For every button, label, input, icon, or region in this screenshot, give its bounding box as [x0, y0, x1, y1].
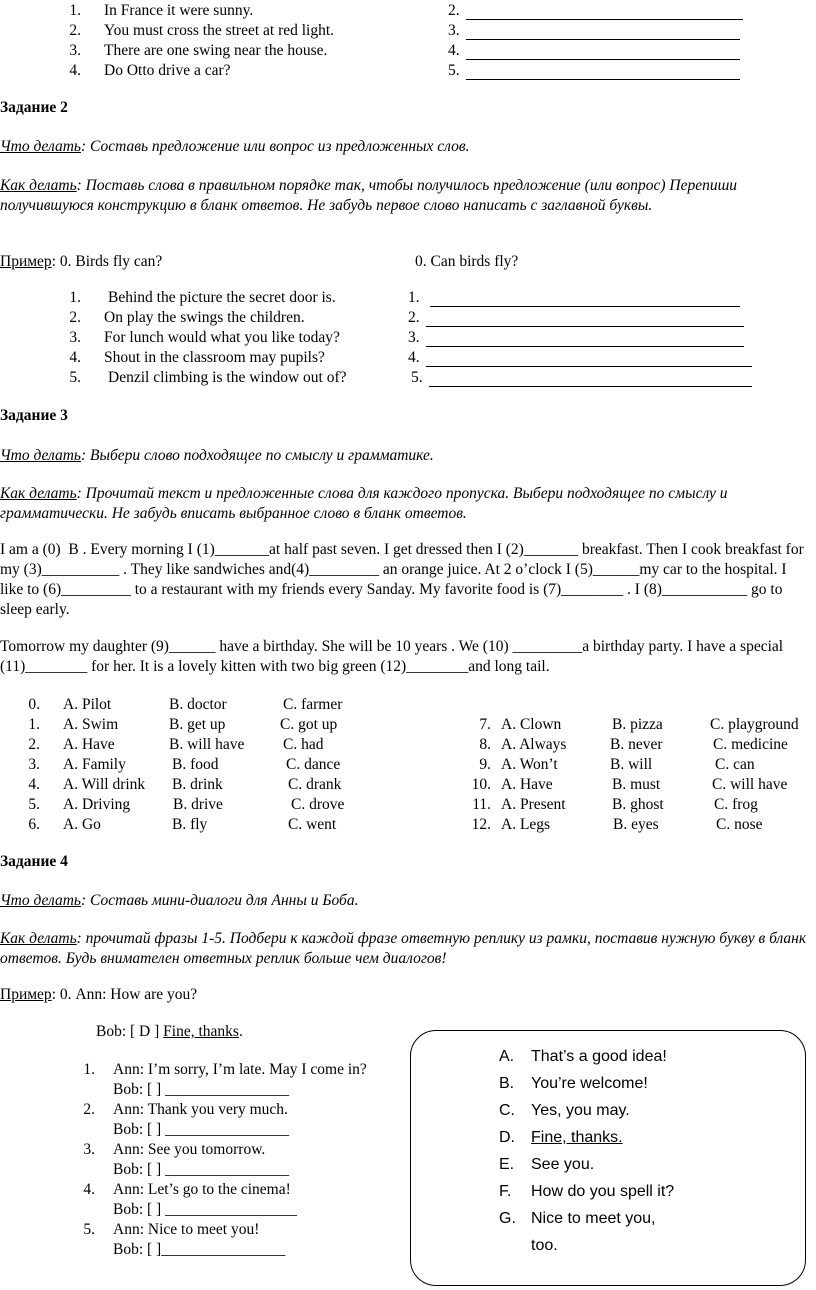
gap-text-1: I am a (0) B . Every morning I (1)_______at half past seven. I get dressed then I (2)_______ breakfast. Then I cook breakfast for my (3)__________ . They like sandwiches and(4)_________ an orange juice. At 2 o’clock I (5)______my car to the hospital. I like to (6)_________ to a restaurant with my friends every Sanday. My favorite food is (7)________ . I (8)___________ go to sleep early.: [0, 541, 804, 618]
bob-line[interactable]: Bob: [ ]________________: [113, 1241, 286, 1258]
option-c: C. drove: [291, 796, 345, 813]
option-number: 2.: [28, 736, 40, 753]
sentence: There are one swing near the house.: [104, 42, 328, 59]
task2-example: [0, 253, 162, 271]
answer-line[interactable]: [466, 39, 740, 40]
reply-letter: G.: [499, 1210, 516, 1227]
option-number: 7.: [479, 716, 491, 733]
option-c: C. had: [283, 736, 324, 753]
what-label: Что делать: [0, 892, 81, 909]
reply-letter: F.: [499, 1183, 512, 1200]
option-a: A. Swim: [63, 716, 119, 733]
list-number: 2.: [69, 309, 81, 326]
what-label: Что делать: [0, 138, 81, 155]
ann-line: Ann: See you tomorrow.: [113, 1141, 266, 1158]
bob-line[interactable]: Bob: [ ] _________________: [113, 1201, 297, 1218]
list-number: 3.: [69, 329, 81, 346]
how-text: : прочитай фразы 1-5. Подбери к каждой фразе ответную реплику из рамки, поставив нужную букву в бланк ответов. Будь внимателен ответных реплик больше чем диалогов!: [0, 930, 807, 967]
ann-line: Ann: Nice to meet you!: [113, 1221, 260, 1238]
option-a: A. Won’t: [501, 756, 558, 773]
gap-text-2: Tomorrow my daughter (9)______ have a birthday. She will be 10 years . We (10) _________a birthday party. I have a special (11)________ for her. It is a lovely kitten with two big green (12)________and long tail.: [0, 638, 784, 675]
how-label: Как делать: [0, 177, 77, 194]
option-b: B. must: [612, 776, 661, 793]
option-number: 3.: [28, 756, 40, 773]
option-number: 11.: [472, 796, 491, 813]
bob-line[interactable]: Bob: [ ] ________________: [113, 1081, 290, 1098]
option-a: A. Clown: [501, 716, 562, 733]
bob-line[interactable]: Bob: [ ] ________________: [113, 1161, 290, 1178]
option-b: B. drive: [173, 796, 223, 813]
list-number: 1.: [69, 289, 81, 306]
task2-what: [0, 137, 812, 157]
option-b: B. get up: [169, 716, 226, 733]
list-number: 4.: [69, 349, 81, 366]
answer-number: 4.: [448, 42, 460, 59]
option-c: C. farmer: [283, 696, 343, 713]
reply-text: How do you spell it?: [531, 1183, 675, 1200]
option-a: A. Will drink: [63, 776, 146, 793]
ann-line: Ann: Let’s go to the cinema!: [113, 1181, 291, 1198]
option-b: B. pizza: [612, 716, 663, 733]
option-c: C. drank: [288, 776, 342, 793]
reply-letter: D.: [499, 1129, 515, 1146]
answer-number: 5.: [411, 369, 423, 386]
option-b: B. will have: [169, 736, 245, 753]
option-number: 12.: [471, 816, 491, 833]
option-number: 10.: [471, 776, 491, 793]
task4-what: [0, 891, 812, 911]
task4-example: [0, 986, 197, 1004]
example-bob-end: .: [238, 1023, 243, 1040]
option-b: B. doctor: [169, 696, 227, 713]
answer-line[interactable]: [426, 326, 744, 327]
how-text: : Поставь слова в правильном порядке так, чтобы получилось предложение (или вопрос) Перепиши получившуюся конструкцию в бланк ответов. Не забудь первое слово написать с заглавной буквы.: [0, 177, 738, 214]
task4-how: [0, 929, 812, 969]
dialog-number: 4.: [83, 1181, 95, 1198]
example-bob: Bob: [ D ]: [96, 1023, 164, 1040]
reply-letter: B.: [499, 1075, 515, 1092]
sentence: Shout in the classroom may pupils?: [104, 349, 325, 366]
answer-line[interactable]: [466, 59, 740, 60]
example-text: : 0. Ann: How are you?: [51, 986, 198, 1003]
what-text: : Составь мини-диалоги для Анны и Боба.: [80, 892, 359, 909]
option-c: C. frog: [714, 796, 758, 813]
sentence: For lunch would what you like today?: [104, 329, 340, 346]
example-label: Пример: [0, 986, 52, 1003]
answer-line[interactable]: [430, 306, 740, 307]
reply-text: See you.: [531, 1156, 595, 1173]
task3-how: [0, 484, 812, 524]
example-text: : 0. Birds fly can?: [51, 253, 163, 270]
option-a: A. Go: [63, 816, 101, 833]
dialog-number: 3.: [83, 1141, 95, 1158]
answer-number: 2.: [408, 309, 420, 326]
reply-text: You’re welcome!: [531, 1075, 648, 1092]
sentence: On play the swings the children.: [104, 309, 305, 326]
list-number: 3.: [69, 42, 81, 59]
what-text: : Выбери слово подходящее по смыслу и грамматике.: [80, 447, 434, 464]
reply-text: too.: [531, 1237, 558, 1254]
sentence: Denzil climbing is the window out of?: [108, 369, 347, 386]
sentence: Behind the picture the secret door is.: [108, 289, 336, 306]
ann-line: Ann: Thank you very much.: [113, 1101, 288, 1118]
what-label: Что делать: [0, 447, 81, 464]
option-a: A. Family: [63, 756, 126, 773]
option-number: 6.: [28, 816, 40, 833]
example-bob-answer: Fine, thanks: [163, 1023, 239, 1040]
task3-what: [0, 446, 812, 466]
option-b: B. never: [610, 736, 663, 753]
answer-line[interactable]: [426, 366, 752, 367]
bob-line[interactable]: Bob: [ ] ________________: [113, 1121, 290, 1138]
option-b: B. eyes: [613, 816, 659, 833]
answer-number: 3.: [408, 329, 420, 346]
option-c: C. will have: [712, 776, 788, 793]
option-number: 1.: [28, 716, 40, 733]
reply-text: That’s a good idea!: [531, 1048, 667, 1065]
dialog-number: 2.: [83, 1101, 95, 1118]
option-a: A. Legs: [501, 816, 551, 833]
task3-title: Задание 3: [0, 407, 68, 424]
option-c: C. playground: [710, 716, 799, 733]
how-label: Как делать: [0, 930, 77, 947]
option-a: A. Pilot: [63, 696, 112, 713]
option-number: 5.: [28, 796, 40, 813]
option-number: 9.: [479, 756, 491, 773]
option-b: B. fly: [172, 816, 208, 833]
answer-number: 5.: [448, 62, 460, 79]
option-c: C. medicine: [713, 736, 788, 753]
list-number: 4.: [69, 62, 81, 79]
option-number: 4.: [28, 776, 40, 793]
option-c: C. dance: [286, 756, 341, 773]
answer-number: 4.: [408, 349, 420, 366]
reply-text: Fine, thanks.: [531, 1129, 623, 1146]
reply-letter: E.: [499, 1156, 515, 1173]
dialog-number: 5.: [83, 1221, 95, 1238]
list-number: 2.: [69, 22, 81, 39]
sentence: In France it were sunny.: [104, 2, 254, 19]
option-a: A. Driving: [63, 796, 131, 813]
example-answer: 0. Can birds fly?: [415, 253, 519, 270]
reply-letter: C.: [499, 1102, 515, 1119]
example-bob-line: [96, 1023, 243, 1041]
answer-line[interactable]: [466, 79, 740, 80]
example-label: Пример: [0, 253, 52, 270]
reply-text: Nice to meet you,: [531, 1210, 656, 1227]
dialog-number: 1.: [83, 1061, 95, 1078]
sentence: Do Otto drive a car?: [104, 62, 231, 79]
answer-line[interactable]: [426, 346, 744, 347]
option-b: B. will: [610, 756, 653, 773]
option-a: A. Always: [501, 736, 567, 753]
answer-number: 1.: [408, 289, 420, 306]
list-number: 5.: [69, 369, 81, 386]
task2-how: [0, 176, 812, 216]
task4-title: Задание 4: [0, 853, 68, 870]
option-a: A. Have: [63, 736, 115, 753]
answer-number: 2.: [448, 2, 460, 19]
option-c: C. can: [715, 756, 755, 773]
task2-title: Задание 2: [0, 99, 68, 116]
option-number: 8.: [479, 736, 491, 753]
option-c: C. got up: [280, 716, 338, 733]
answer-line[interactable]: [466, 19, 743, 20]
reply-text: Yes, you may.: [531, 1102, 630, 1119]
answer-number: 3.: [448, 22, 460, 39]
option-b: B. ghost: [612, 796, 664, 813]
what-text: : Составь предложение или вопрос из предложенных слов.: [80, 138, 470, 155]
option-a: A. Have: [501, 776, 553, 793]
how-text: : Прочитай текст и предложенные слова для каждого пропуска. Выбери подходящее по смыслу и грамматически. Не забудь вписать выбранное слово в бланк ответов.: [0, 485, 728, 522]
option-b: B. food: [172, 756, 219, 773]
option-number: 0.: [28, 696, 40, 713]
ann-line: Ann: I’m sorry, I’m late. May I come in?: [113, 1061, 367, 1078]
option-c: C. went: [288, 816, 337, 833]
option-c: C. nose: [716, 816, 763, 833]
how-label: Как делать: [0, 485, 77, 502]
list-number: 1.: [69, 2, 81, 19]
option-b: B. drink: [172, 776, 223, 793]
sentence: You must cross the street at red light.: [104, 22, 335, 39]
reply-box: [410, 1030, 806, 1286]
reply-letter: A.: [499, 1048, 515, 1065]
option-a: A. Present: [501, 796, 566, 813]
answer-line[interactable]: [429, 386, 752, 387]
